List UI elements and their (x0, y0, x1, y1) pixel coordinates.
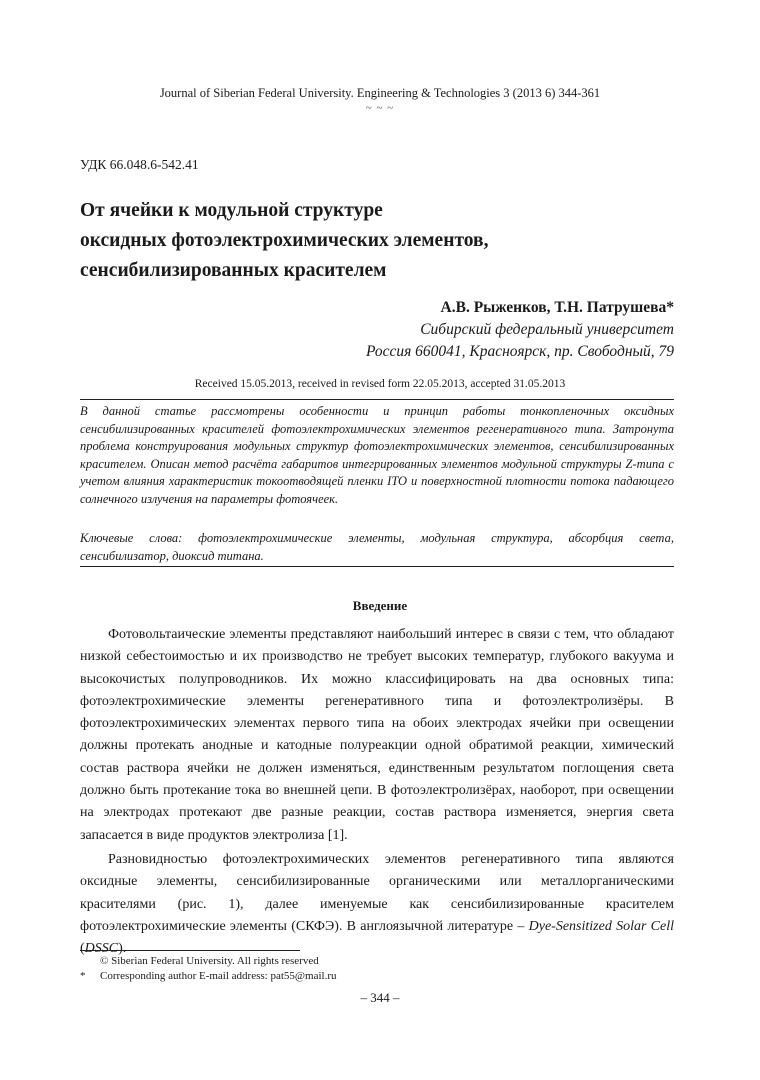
footnote-mark (80, 954, 100, 969)
affiliation: Сибирский федеральный университет (420, 321, 674, 338)
paragraph-text: Разновидностью фотоэлектрохимических элементов регенеративного типа являются оксидные элементы, сенсибилизированные органическими или металлорганическими красителями (рис. 1), далее именуемые как сенсибилизированные красителем фотоэлектрохимические элементы (СКФЭ). В англоязычной литературе – (80, 851, 674, 934)
footnote-rule (80, 950, 300, 951)
abbreviation: DSSC (84, 941, 119, 957)
abstract: В данной статье рассмотрены особенности и принцип работы тонкопленочных оксидных сенсибилизированных красителей фотоэлектрохимических элементов регенеративного типа. Затронута проблема конструирования модульных структур фотоэлектрохимических элементов, сенсибилизированных красителем. Описан метод расчёта габаритов интегрированных элементов модульной структуры Z-типа с учетом влияния характеристик токоотводящей пленки ITO и поверхностной плотности потока падающего солнечного излучения на параметры фотоячеек. (80, 404, 674, 506)
footnotes (80, 954, 337, 983)
address: Россия 660041, Красноярск, пр. Свободный, 79 (365, 343, 674, 360)
english-term: Dye-Sensitized Solar Cell (528, 918, 674, 934)
udk-code: УДК 66.048.6-542.41 (80, 157, 199, 172)
author-names: А.В. Рыженков, Т.Н. Патрушева* (440, 299, 674, 316)
page-number: – 344 – (360, 990, 400, 1005)
abbr-open: ( (80, 941, 85, 957)
received-dates: Received 15.05.2013, received in revised form 22.05.2013, accepted 31.05.2013 (194, 378, 566, 390)
abbr-close: ). (118, 941, 127, 957)
footnote (80, 969, 337, 984)
section-heading: Введение (352, 598, 408, 613)
title-line: От ячейки к модульной структуре (80, 200, 383, 221)
paragraph: Фотовольтаические элементы представляют наибольший интерес в связи с тем, что обладают низкой себестоимостью и их производство не требует высоких температур, глубокого вакуума и высокочистых полупроводников. Их можно классифицировать на два основных типа: фотоэлектрохимические элементы регенеративного типа и фотоэлектролизёры. В фотоэлектрохимических элементах первого типа на обоих электродах ячейки при освещении должны протекать анодные и катодные полуреакции одной обратимой реакции, химический состав раствора ячейки не должен изменяться, единственным результатом поглощения света должно быть протекание тока во внешней цепи. В фотоэлектролизёрах, наоборот, при освещении на электродах протекают две разные реакции, состав раствора изменяется, энергия света запасается в виде продуктов электролиза [1]. (80, 627, 674, 843)
body-text (80, 624, 674, 960)
footnote-text: Corresponding author E-mail address: pat55@mail.ru (100, 969, 337, 982)
keywords: Ключевые слова: фотоэлектрохимические элементы, модульная структура, абсорбция света, сенсибилизатор, диоксид титана. (80, 531, 674, 563)
paragraph (80, 849, 674, 960)
title-line: сенсибилизированных красителем (80, 260, 387, 281)
article-title (80, 196, 680, 286)
header-ornament: ~ ~ ~ (365, 102, 395, 114)
footnote-mark: * (80, 969, 86, 982)
footnote-text: © Siberian Federal University. All rights reserved (100, 955, 319, 967)
footnote (80, 954, 337, 969)
title-line: оксидных фотоэлектрохимических элементов, (80, 230, 489, 251)
abstract-top-rule (80, 399, 674, 400)
authors-block (366, 297, 674, 363)
abstract-bottom-rule (80, 566, 674, 567)
journal-header: Journal of Siberian Federal University. Engineering & Technologies 3 (2013 6) 344-361 (159, 86, 601, 100)
